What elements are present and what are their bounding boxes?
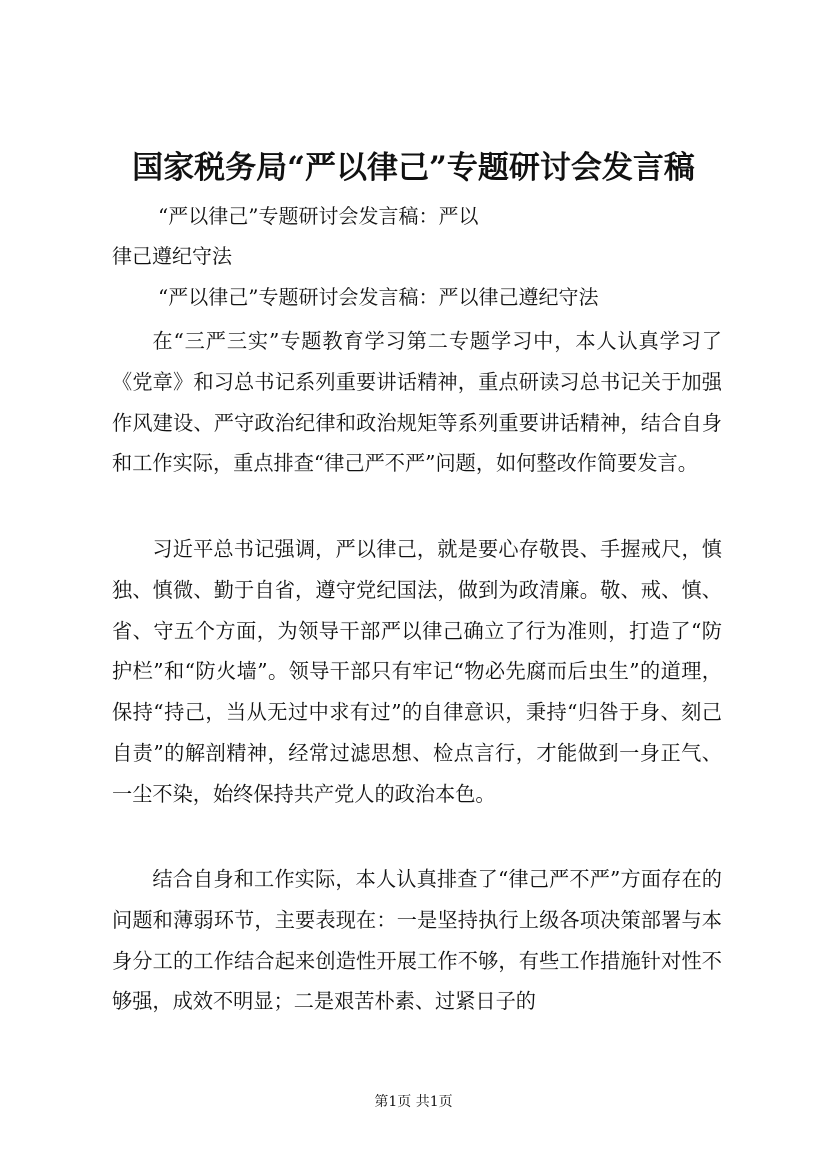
subtitle-line-2: 律己遵纪守法 [112,244,232,268]
document-title: 国家税务局“严以律己”专题研讨会发言稿 [132,150,695,186]
page-footer: 第1页 共1页 [374,1094,453,1110]
paragraph-3: 结合自身和工作实际，本人认真排查了“律己严不严”方面存在的问题和薄弱环节，主要表现在：一是坚持执行上级各项决策部署与本身分工的工作结合起来创造性开展工作不够，有些工作措施针对性不够强，成效不明显；二是艰苦朴素、过紧日子的 [112,867,722,1014]
paragraph-2: 习近平总书记强调，严以律己，就是要心存敬畏、手握戒尺，慎独、慎微、勤于自省，遵守党纪国法，做到为政清廉。敬、戒、慎、省、守五个方面，为领导干部严以律己确立了行为准则，打造了“防护栏”和“防火墙”。领导干部只有牢记“物必先腐而后虫生”的道理，保持“持己，当从无过中求有过”的自律意识，秉持“归咎于身、刻己自责”的解剖精神，经常过滤思想、检点言行，才能做到一身正气、一尘不染，始终保持共产党人的政治本色。 [112,537,722,806]
paragraph-1: 在“三严三实”专题教育学习第二专题学习中，本人认真学习了《党章》和习总书记系列重要讲话精神，重点研读习总书记关于加强作风建设、严守政治纪律和政治规矩等系列重要讲话精神，结合自身和工作实际，重点排查“律己严不严”问题，如何整改作简要发言。 [112,329,722,476]
subtitle-line-1: “严以律己”专题研讨会发言稿：严以 [158,204,479,228]
subtitle-line-3: “严以律己”专题研讨会发言稿：严以律己遵纪守法 [158,285,599,309]
